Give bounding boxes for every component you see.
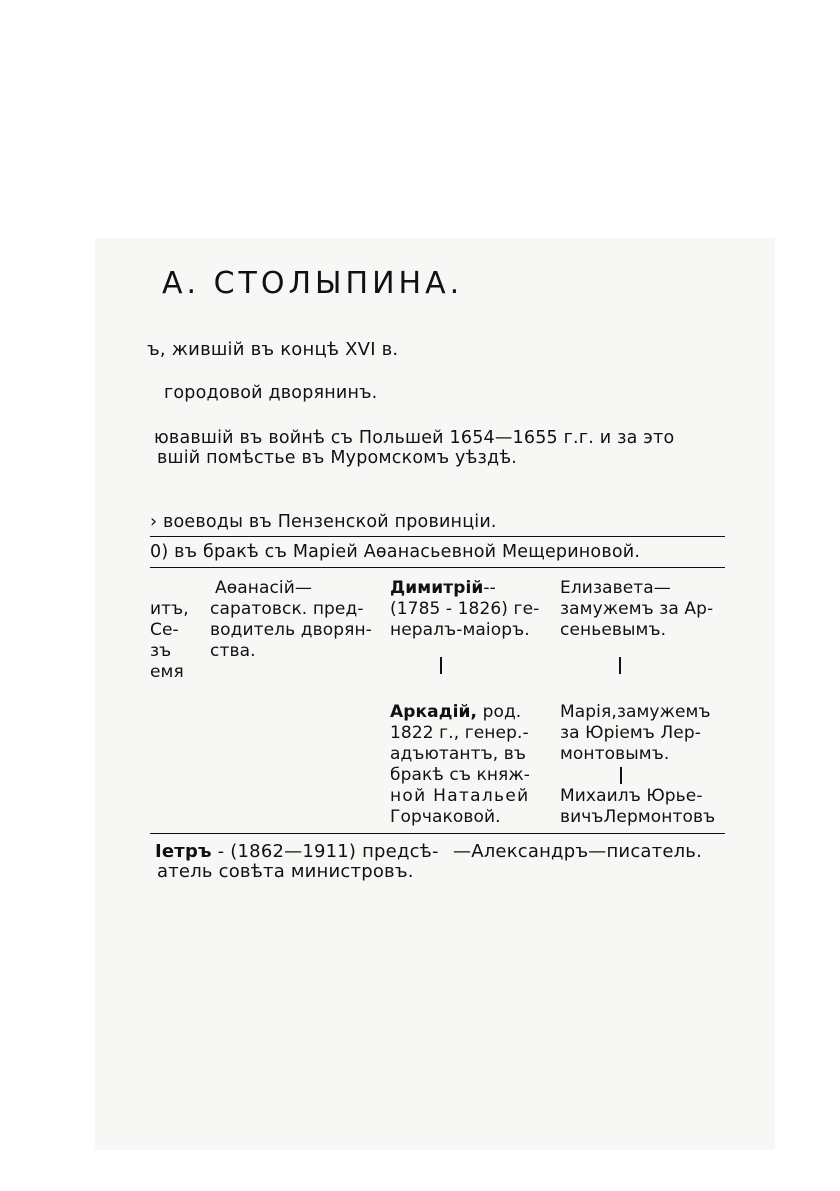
arkady-3: ной Натальей	[390, 786, 530, 806]
footer-name: Іетръ	[155, 841, 212, 862]
left-fragment-2: зъ	[150, 641, 172, 661]
line-1: ъ, жившій въ концѣ XVI в.	[147, 339, 399, 360]
afanasy-2: водитель дворян-	[210, 620, 372, 640]
mikhail-1: вичъЛермонтовъ	[560, 807, 716, 827]
footer-line-1a-text: - (1862—1911) предсѣ-	[211, 841, 439, 862]
footer-line-1b: —Александръ—писатель.	[453, 841, 703, 862]
elizaveta-1: замужемъ за Ар-	[560, 599, 714, 619]
arkady-heading	[390, 702, 521, 723]
line-2: городовой дворянинъ.	[164, 383, 378, 403]
dimitry-0: (1785 - 1826) ге-	[390, 599, 540, 619]
maria-1: за Юріемъ Лер-	[560, 723, 701, 743]
left-fragment-0: итъ,	[150, 599, 189, 619]
afanasy-1: саратовск. пред-	[210, 599, 364, 619]
arkady-1: адъютантъ, въ	[390, 744, 526, 764]
footer-line-1a	[155, 842, 439, 862]
arkady-name: Аркадій,	[390, 702, 478, 722]
dimitry-heading: Димитрій--	[390, 578, 496, 598]
left-fragment-1: Се-	[150, 620, 179, 640]
page-title: А. СТОЛЫПИНА.	[162, 266, 464, 301]
maria-0: Марія,замужемъ	[560, 702, 711, 722]
arkady-born-label: род.	[477, 702, 522, 722]
rule-top-1	[150, 536, 725, 537]
arkady-0: 1822 г., генер.-	[390, 723, 529, 743]
descent-line-dimitry	[440, 657, 442, 674]
dimitry-name: Димитрій	[390, 578, 484, 598]
afanasy-0: Аѳанасій—	[215, 578, 312, 598]
left-fragment-3: емя	[150, 662, 184, 682]
scan-page-area	[95, 238, 775, 1150]
maria-2: монтовымъ.	[560, 744, 670, 764]
line-5: 0) въ бракѣ съ Маріей Аѳанасьевной Мещериновой.	[150, 542, 641, 562]
elizaveta-0: Елизавета—	[560, 578, 671, 598]
mikhail-0: Михаилъ Юрье-	[560, 786, 703, 806]
line-3b: вшій помѣстье въ Муромскомъ уѣздѣ.	[157, 448, 518, 468]
descent-line-maria	[620, 767, 622, 784]
descent-line-elizaveta	[619, 657, 621, 674]
arkady-2: бракѣ съ княж-	[390, 765, 531, 785]
rule-top-2	[150, 567, 725, 568]
rule-bottom	[150, 833, 725, 834]
line-3a: ювавшій въ войнѣ съ Польшей 1654—1655 г.г. и за это	[154, 428, 675, 448]
elizaveta-2: сеньевымъ.	[560, 620, 667, 640]
line-4: › воеводы въ Пензенской провинціи.	[150, 512, 497, 532]
arkady-4: Горчаковой.	[390, 807, 501, 827]
footer-line-2: атель совѣта министровъ.	[157, 861, 414, 882]
afanasy-3: ства.	[210, 641, 256, 661]
dimitry-1: нералъ-маіоръ.	[390, 620, 530, 640]
